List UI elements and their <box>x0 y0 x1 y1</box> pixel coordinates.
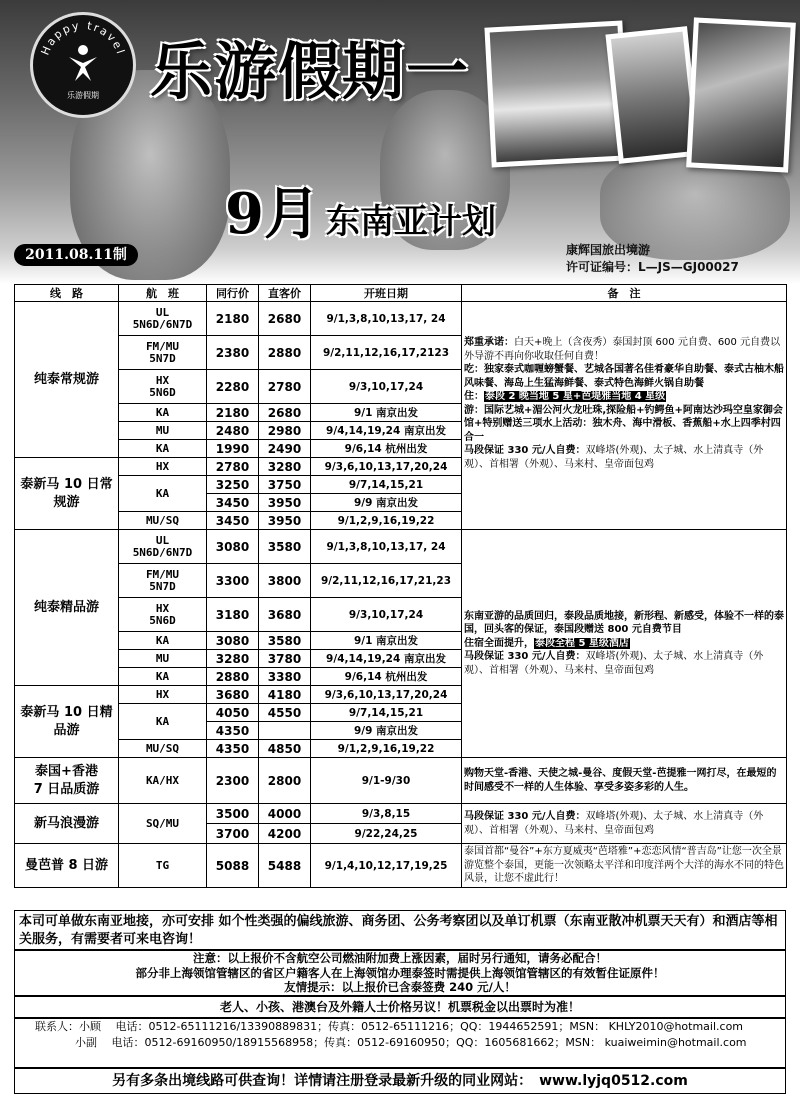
route-name: 泰新马 10 日常规游 <box>15 458 119 530</box>
direct-price: 4200 <box>259 824 311 844</box>
col-header-route: 线 路 <box>15 285 119 302</box>
peer-price: 3680 <box>207 686 259 704</box>
flight-cell: FM/MU 5N7D <box>119 564 207 598</box>
company-name: 康辉国旅出境游 <box>566 243 651 257</box>
direct-price: 3380 <box>259 668 311 686</box>
remark-malaysia-text: 双峰塔(外观)、太子城、水上清真寺（外观）、首相署（外观）、马来村、皇帝面包鸡 <box>464 811 764 836</box>
peer-price: 3250 <box>207 476 259 494</box>
website-line: 另有多条出境线路可供查询！详情请注册登录最新升级的同业网站： www.lyjq0512.com <box>14 1068 786 1094</box>
flight-cell: KA <box>119 404 207 422</box>
flight-cell: KA <box>119 440 207 458</box>
departure-dates: 9/4,14,19,24 南京出发 <box>311 422 462 440</box>
table-row <box>15 530 787 564</box>
dolphin-photo <box>605 26 700 164</box>
departure-dates: 9/1,3,8,10,13,17, 24 <box>311 302 462 336</box>
remark-food: 吃：独家泰式咖喱螃蟹餐、艺城各国著名佳肴豪华自助餐、泰式古柚木船风味餐、海岛上生猛海鲜餐、泰式特色海鲜火锅自助餐 <box>464 364 784 389</box>
remark-malaysia-label: 马段保证 330 元/人自费： <box>464 811 586 822</box>
flight-cell: HX <box>119 458 207 476</box>
contact-line-2: 小副 电话：0512-69160950/18915568958；传真：0512-69160950；QQ：1605681662；MSN： kuaiweimin@hotmail.com <box>75 1036 747 1049</box>
flight-cell: UL 5N6D/6N7D <box>119 302 207 336</box>
direct-price: 4000 <box>259 804 311 824</box>
company-logo <box>30 12 136 118</box>
note-fuel-surcharge: 注意：以上报价不含航空公司燃油附加费上涨因素，届时另行通知，请务必配合！ <box>193 951 607 965</box>
departure-dates: 9/9 南京出发 <box>311 722 462 740</box>
subtitle <box>225 170 496 250</box>
direct-price: 4180 <box>259 686 311 704</box>
direct-price: 3280 <box>259 458 311 476</box>
remark-promise-label: 郑重承诺： <box>464 337 514 348</box>
peer-price: 4350 <box>207 740 259 758</box>
direct-price: 3750 <box>259 476 311 494</box>
remark-quality: 东南亚游的品质回归，泰段品质地接，新形程、新感受，体验不一样的泰国，回头客的保证，泰国段赠送 800 元自费节目 <box>464 610 784 636</box>
remark-sightseeing: 游：国际艺城+湄公河火龙吐珠,探险船+钓鳄鱼+阿南达沙玛空皇家御会馆+特别赠送三项水上活动：独木舟、海中滑板、香蕉船+水上四季村四合一 <box>464 404 783 443</box>
peer-price: 3500 <box>207 804 259 824</box>
departure-dates: 9/1,3,8,10,13,17, 24 <box>311 530 462 564</box>
peer-price: 2880 <box>207 668 259 686</box>
remark-malaysia-text: 双峰塔(外观)、太子城、水上清真寺（外观）、首相署（外观）、马来村、皇帝面包鸡 <box>464 445 764 470</box>
direct-price: 3580 <box>259 530 311 564</box>
table-header-row <box>15 285 787 302</box>
remark-hotel-label: 住宿全面提升， <box>464 637 534 649</box>
remark-hotel-highlight: 泰段全程 5 星级酒店 <box>535 637 629 649</box>
peer-price: 3080 <box>207 530 259 564</box>
date-badge: 2011.08.11制 <box>14 244 138 266</box>
direct-price: 3950 <box>259 512 311 530</box>
remarks-cell <box>462 804 787 844</box>
subtitle-month: 9月 <box>225 181 320 247</box>
flight-cell: KA <box>119 704 207 740</box>
thai-dancers-photo <box>686 17 796 172</box>
departure-dates: 9/4,14,19,24 南京出发 <box>311 650 462 668</box>
table-row <box>15 844 787 888</box>
subtitle-plan: 东南亚计划 <box>325 202 496 242</box>
flight-cell: HX 5N6D <box>119 598 207 632</box>
col-header-remarks: 备 注 <box>462 285 787 302</box>
direct-price: 2680 <box>259 404 311 422</box>
tour-price-table <box>14 284 786 888</box>
contact-info <box>14 1018 786 1068</box>
flight-cell: KA <box>119 668 207 686</box>
flight-cell: KA <box>119 632 207 650</box>
direct-price: 3950 <box>259 494 311 512</box>
departure-dates: 9/2,11,12,16,17,21,23 <box>311 564 462 598</box>
departure-dates: 9/7,14,15,21 <box>311 476 462 494</box>
departure-dates: 9/6,14 杭州出发 <box>311 440 462 458</box>
route-name: 泰国+香港 7 日品质游 <box>15 758 119 804</box>
direct-price: 2680 <box>259 302 311 336</box>
departure-dates: 9/3,8,15 <box>311 804 462 824</box>
license-number: 许可证编号：L—JS—GJ00027 <box>566 260 739 274</box>
remarks-cell: 购物天堂-香港、天使之城-曼谷、度假天堂-芭提雅一网打尽，在最短的时间感受不一样的人生体验、享受多姿多彩的人生。 <box>462 758 787 804</box>
departure-dates: 9/1,4,10,12,17,19,25 <box>311 844 462 888</box>
departure-dates: 9/3,10,17,24 <box>311 598 462 632</box>
flight-cell: HX 5N6D <box>119 370 207 404</box>
peer-price: 3450 <box>207 494 259 512</box>
flight-cell: TG <box>119 844 207 888</box>
peer-price: 2180 <box>207 404 259 422</box>
departure-dates: 9/2,11,12,16,17,2123 <box>311 336 462 370</box>
peer-price: 2380 <box>207 336 259 370</box>
direct-price <box>259 722 311 740</box>
happy-person-icon <box>65 43 101 83</box>
peer-price: 2280 <box>207 370 259 404</box>
departure-dates: 9/1,2,9,16,19,22 <box>311 740 462 758</box>
logo-subtext: 乐游假期 <box>67 91 99 100</box>
direct-price: 4550 <box>259 704 311 722</box>
departure-dates: 9/22,24,25 <box>311 824 462 844</box>
flight-cell: UL 5N6D/6N7D <box>119 530 207 564</box>
service-notice: 本司可单做东南亚地接，亦可安排 如个性类强的偏线旅游、商务团、公务考察团以及单订机票（东南亚散冲机票天天有）和酒店等相关服务，有需要者可来电咨询！ <box>14 910 786 950</box>
peer-price: 3080 <box>207 632 259 650</box>
col-header-flight: 航 班 <box>119 285 207 302</box>
col-header-peer-price: 同行价 <box>207 285 259 302</box>
departure-dates: 9/9 南京出发 <box>311 494 462 512</box>
table-row <box>15 758 787 804</box>
departure-dates: 9/7,14,15,21 <box>311 704 462 722</box>
note-visa-residence: 部分非上海领馆管辖区的省区户籍客人在上海领馆办理泰签时需提供上海领馆管辖区的有效暂住证原件！ <box>135 965 665 980</box>
peer-price: 3300 <box>207 564 259 598</box>
flight-cell: KA <box>119 476 207 512</box>
table-row <box>15 804 787 824</box>
svg-text:Happy travel: Happy travel <box>38 18 128 58</box>
flight-cell: KA/HX <box>119 758 207 804</box>
departure-dates: 9/6,14 杭州出发 <box>311 668 462 686</box>
remark-malaysia-label: 马段保证 330 元/人自费： <box>464 651 586 663</box>
peer-price: 2300 <box>207 758 259 804</box>
remark-stay-label: 住： <box>464 391 484 402</box>
remarks-cell: 泰国首都“曼谷”+东方夏威夷“芭塔雅”+恋恋风情“普吉岛”让您一次全景游览整个泰国，更能一次领略太平洋和印度洋两个大洋的海水不同的特色风景，让您不虚此行！ <box>462 844 787 888</box>
direct-price: 2880 <box>259 336 311 370</box>
peer-price: 2780 <box>207 458 259 476</box>
direct-price: 3580 <box>259 632 311 650</box>
route-name: 纯泰精品游 <box>15 530 119 686</box>
peer-price: 3450 <box>207 512 259 530</box>
contact-line-1: 联系人：小顾 电话：0512-65111216/13390889831；传真：0512-65111216；QQ：1944652591；MSN： KHLY2010@hotmail.com <box>35 1020 744 1033</box>
remark-malaysia-text: 双峰塔(外观)、太子城、水上清真寺（外观）、首相署（外观）、马来村、皇帝面包鸡 <box>464 651 764 676</box>
direct-price: 2780 <box>259 370 311 404</box>
remark-malaysia-label: 马段保证 330 元/人自费： <box>464 445 586 456</box>
price-note: 老人、小孩、港澳台及外籍人士价格另议！机票税金以出票时为准！ <box>14 996 786 1018</box>
important-notes <box>14 950 786 996</box>
remark-promise-text: 白天+晚上（含夜秀）泰国封顶 600 元自费、600 元自费以外导游不再向你收取任何自费！ <box>464 337 781 362</box>
direct-price: 2800 <box>259 758 311 804</box>
peer-price: 1990 <box>207 440 259 458</box>
direct-price: 3800 <box>259 564 311 598</box>
departure-dates: 9/1 南京出发 <box>311 404 462 422</box>
peer-price: 3700 <box>207 824 259 844</box>
peer-price: 2480 <box>207 422 259 440</box>
direct-price: 3680 <box>259 598 311 632</box>
peer-price: 4350 <box>207 722 259 740</box>
flight-cell: MU <box>119 422 207 440</box>
direct-price: 3780 <box>259 650 311 668</box>
flight-cell: MU/SQ <box>119 512 207 530</box>
note-visa-fee: 友情提示：以上报价已含泰签费 240 元/人！ <box>284 980 516 994</box>
departure-dates: 9/1 南京出发 <box>311 632 462 650</box>
departure-dates: 9/3,6,10,13,17,20,24 <box>311 686 462 704</box>
peer-price: 3180 <box>207 598 259 632</box>
flight-cell: FM/MU 5N7D <box>119 336 207 370</box>
route-name: 泰新马 10 日精品游 <box>15 686 119 758</box>
remarks-cell <box>462 302 787 530</box>
remark-stay-highlight: 泰段 2 晚当地 5 星+芭堤雅当地 4 星级 <box>485 391 666 402</box>
departure-dates: 9/1-9/30 <box>311 758 462 804</box>
departure-dates: 9/1,2,9,16,19,22 <box>311 512 462 530</box>
col-header-dates: 开班日期 <box>311 285 462 302</box>
departure-dates: 9/3,6,10,13,17,20,24 <box>311 458 462 476</box>
flight-cell: MU <box>119 650 207 668</box>
peer-price: 3280 <box>207 650 259 668</box>
table-row <box>15 302 787 336</box>
header-banner <box>0 0 800 284</box>
flight-cell: SQ/MU <box>119 804 207 844</box>
route-name: 纯泰常规游 <box>15 302 119 458</box>
flight-cell: MU/SQ <box>119 740 207 758</box>
peer-price: 5088 <box>207 844 259 888</box>
direct-price: 2490 <box>259 440 311 458</box>
peer-price: 2180 <box>207 302 259 336</box>
direct-price: 4850 <box>259 740 311 758</box>
flight-cell: HX <box>119 686 207 704</box>
remarks-cell <box>462 530 787 758</box>
peer-price: 4050 <box>207 704 259 722</box>
direct-price: 2980 <box>259 422 311 440</box>
main-title: 乐游假期一 <box>150 35 471 108</box>
route-name: 曼芭普 8 日游 <box>15 844 119 888</box>
col-header-direct-price: 直客价 <box>259 285 311 302</box>
route-name: 新马浪漫游 <box>15 804 119 844</box>
direct-price: 5488 <box>259 844 311 888</box>
departure-dates: 9/3,10,17,24 <box>311 370 462 404</box>
